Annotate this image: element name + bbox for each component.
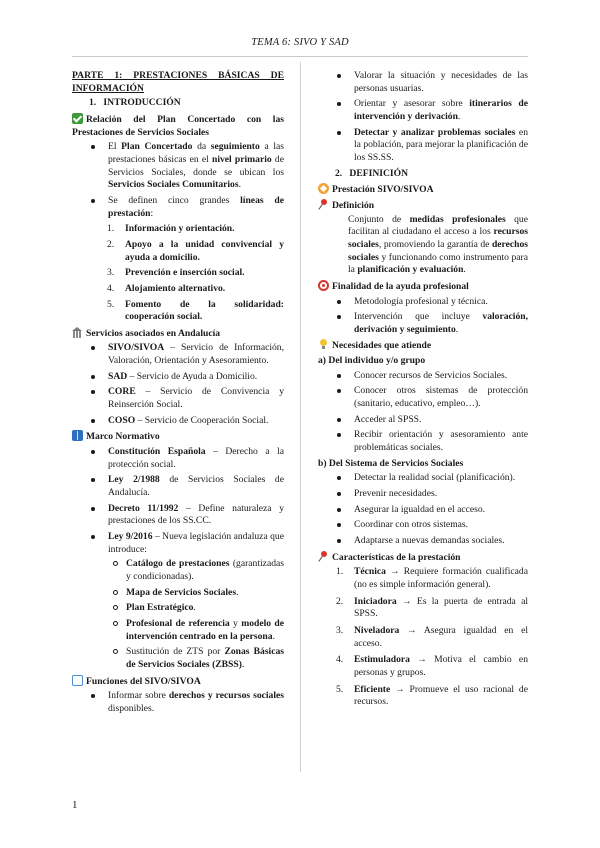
list-item: Ley 9/2016 – Nueva legislación andaluza que introduce: Catálogo de prestaciones (garantizadas y condicionadas). Mapa de Servicios Sociales. Plan Estratégico. Profesional de referencia y modelo de intervención centrado en la persona. Sustitución de ZTS por Zonas Básicas de Servicios Sociales (ZBSS). <box>108 531 285 670</box>
list-item: El Plan Concertado da seguimiento a las prestaciones básicas en el nivel primario de Servicios Sociales, donde se ubican los Servicios Sociales Comunitarios. <box>108 141 284 191</box>
page-header-title: TEMA 6: SIVO Y SAD <box>251 37 349 48</box>
relacion-title: Relación del Plan Concertado con las Prestaciones de Servicios Sociales <box>72 113 284 138</box>
column-divider <box>300 62 301 772</box>
section-introduccion <box>72 97 284 110</box>
lightbulb-icon <box>318 339 329 350</box>
target-icon <box>318 280 329 291</box>
ley-sublist <box>108 558 284 671</box>
necesidades-title: Necesidades que atiende <box>332 340 432 352</box>
list-item: 3. Prevención e inserción social. <box>107 267 245 279</box>
part-title: PARTE 1: PRESTACIONES BÁSICAS DE INFORMACIÓN <box>72 70 284 94</box>
list-item: Acceder al SPSS. <box>354 414 528 427</box>
list-item: Decreto 11/1992 – Define naturaleza y prestaciones de los SS.CC. <box>108 502 284 527</box>
marco-list <box>72 446 284 672</box>
servicios-list <box>72 342 284 427</box>
caracteristicas-list <box>318 566 528 709</box>
list-item: Coordinar con otros sistemas. <box>354 519 528 532</box>
servicios-heading <box>72 327 284 341</box>
lineas-list <box>72 223 284 324</box>
list-item: Sustitución de ZTS por Zonas Básicas de Servicios Sociales (ZBSS). <box>126 646 285 670</box>
header-rule <box>72 56 528 57</box>
book-icon <box>72 430 83 441</box>
list-item: 1. Información y orientación. <box>107 223 235 235</box>
list-item: COSO – Servicio de Cooperación Social. <box>108 415 284 428</box>
caracteristicas-title: Características de la prestación <box>332 551 461 563</box>
list-item: Conocer otros sistemas de protección (sanitario, educativo, empleo…). <box>354 385 528 410</box>
sistema-heading: b) Del Sistema de Servicios Sociales <box>318 457 464 469</box>
list-item: Valorar la situación y necesidades de las personas usuarias. <box>354 70 528 94</box>
caracteristicas-heading <box>318 551 528 565</box>
compass-icon <box>318 183 329 194</box>
section-number: 1. <box>89 97 97 109</box>
marco-heading <box>72 430 284 444</box>
individuo-list <box>318 370 528 455</box>
section-definicion <box>318 168 528 181</box>
finalidad-heading <box>318 280 528 294</box>
pushpin-icon <box>318 199 329 210</box>
servicios-title: Servicios asociados en Andalucía <box>86 327 221 339</box>
list-item: CORE – Servicio de Convivencia y Reinserción Social. <box>108 386 284 411</box>
list-item: Conocer recursos de Servicios Sociales. <box>354 370 528 383</box>
finalidad-title: Finalidad de la ayuda profesional <box>332 280 469 292</box>
bank-icon <box>72 327 83 338</box>
list-item: 3. Niveladora → Asegura igualdad en el acceso. <box>336 624 528 649</box>
section-title: INTRODUCCIÓN <box>103 97 181 109</box>
list-item: Ley 2/1988 de Servicios Sociales de Andalucía. <box>108 474 284 499</box>
definicion-heading <box>318 199 528 213</box>
list-item: SIVO/SIVOA – Servicio de Información, Valoración, Orientación y Asesoramiento. <box>108 342 284 367</box>
marco-title: Marco Normativo <box>86 431 160 443</box>
list-item: Se definen cinco grandes líneas de prestación: <box>108 194 284 219</box>
list-item: Catálogo de prestaciones (garantizadas y condicionadas). <box>126 558 284 582</box>
list-item: Orientar y asesorar sobre itinerarios de intervención y derivación. <box>354 98 529 122</box>
list-item: Constitución Española – Derecho a la protección social. <box>108 446 284 470</box>
list-item: Plan Estratégico. <box>126 602 284 615</box>
individuo-heading: a) Del individuo y/o grupo <box>318 355 426 367</box>
left-column <box>72 70 284 719</box>
page-number: 1 <box>72 799 78 811</box>
list-item: Recibir orientación y asesoramiento ante problemáticas sociales. <box>354 429 528 454</box>
list-item: 4. Alojamiento alternativo. <box>107 282 226 294</box>
list-item: SAD – Servicio de Ayuda a Domicilio. <box>108 371 284 384</box>
list-item: Detectar la realidad social (planificación). <box>354 472 528 485</box>
list-item: Asegurar la igualdad en el acceso. <box>354 504 528 517</box>
list-item: 2. Apoyo a la unidad convivencial y ayuda a domicilio. <box>107 238 284 263</box>
list-item: 4. Estimuladora → Motiva el cambio en personas y grupos. <box>336 654 528 678</box>
section-number: 2. <box>335 167 343 179</box>
list-item: Detectar y analizar problemas sociales en la población, para mejorar la planificación de los SS.SS. <box>354 126 528 163</box>
definicion-text: Conjunto de medidas profesionales que facilitan al ciudadano el acceso a los recursos sociales, promoviendo la garantía de derechos sociales y funcionando como instrumento para la planificación y evaluación. <box>348 213 528 276</box>
funciones-heading <box>72 675 284 689</box>
list-item: 5. Fomento de la solidaridad: cooperación social. <box>107 298 284 323</box>
prestacion-title: Prestación SIVO/SIVOA <box>332 184 434 196</box>
list-item: Prevenir necesidades. <box>354 488 528 501</box>
funciones-list <box>72 690 284 715</box>
funciones-list-cont <box>318 70 528 165</box>
list-item: Profesional de referencia y modelo de intervención centrado en la persona. <box>126 617 284 642</box>
list-item: Informar sobre derechos y recursos sociales disponibles. <box>108 690 285 714</box>
list-item: Metodología profesional y técnica. <box>354 296 528 309</box>
list-item: 5. Eficiente → Promueve el uso racional de recursos. <box>336 683 528 708</box>
intro-bullets <box>72 141 284 220</box>
relacion-heading <box>72 113 284 139</box>
necesidades-heading <box>318 339 528 353</box>
funciones-title: Funciones del SIVO/SIVOA <box>86 675 201 687</box>
prestacion-heading <box>318 183 528 197</box>
list-item: 1. Técnica → Requiere formación cualificada (no es simple información general). <box>336 566 528 590</box>
finalidad-list <box>318 296 528 337</box>
section-title: DEFINICIÓN <box>349 167 409 179</box>
definicion-title: Definición <box>332 199 375 211</box>
right-column <box>318 70 528 713</box>
pushpin-icon <box>318 551 329 562</box>
list-item: Adaptarse a nuevas demandas sociales. <box>354 535 528 548</box>
sync-icon <box>72 675 83 686</box>
check-icon <box>72 113 83 124</box>
list-item: Intervención que incluye valoración, derivación y seguimiento. <box>354 311 528 335</box>
list-item: 2. Iniciadora → Es la puerta de entrada al SPSS. <box>336 595 528 620</box>
sistema-list <box>318 472 528 547</box>
list-item: Mapa de Servicios Sociales. <box>126 587 284 600</box>
